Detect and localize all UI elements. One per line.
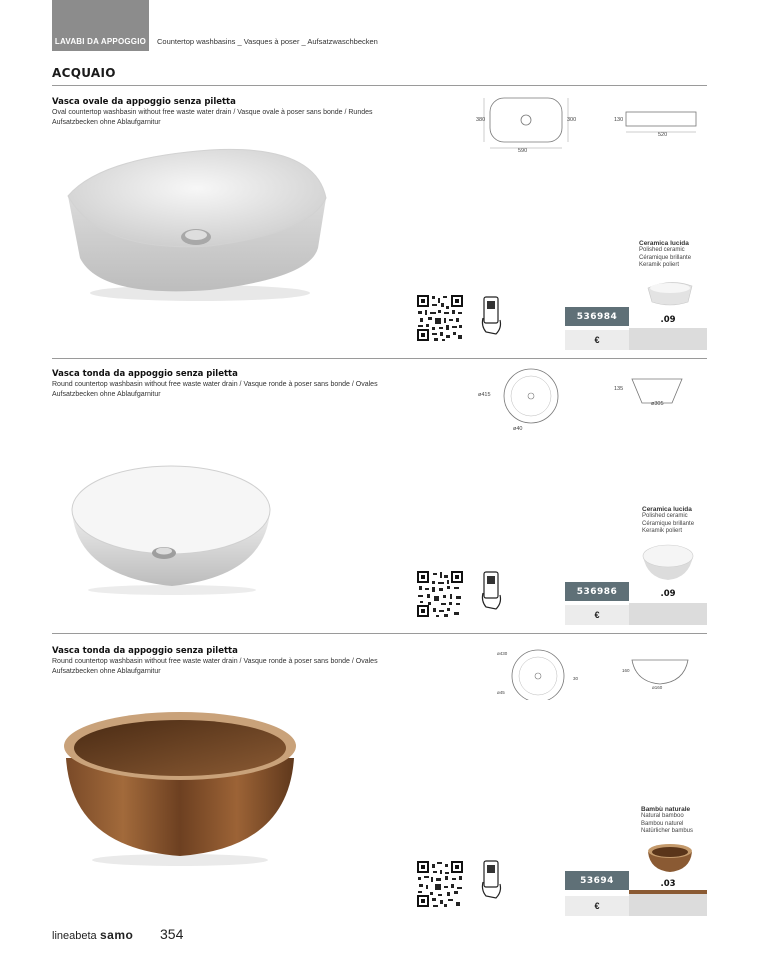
product-title: Vasca tonda da appoggio senza piletta [52,646,238,656]
dimension-label: ø160 [652,685,663,690]
divider [52,633,707,634]
dimension-label: 135 [614,386,624,392]
finish-line: Céramique brillante [642,520,695,527]
finish-code: .03 [629,875,707,892]
qr-code[interactable] [416,294,464,342]
product-description: Round countertop washbasin without free waste water drain / Vasque ronde à poser sans bonde / Ovales Aufsatzbecken ohne Ablaufgarnitur [52,658,378,675]
category-tab [52,0,149,51]
dimension-label: 300 [567,117,577,123]
finish-line: Polished ceramic [642,513,688,520]
price-cell [629,894,707,916]
product-code: 536986 [565,582,629,601]
dimension-label: ø40 [513,426,523,432]
finish-line: Keramik poliert [642,528,683,535]
qr-code[interactable] [416,860,464,908]
dimension-label: 160 [622,668,630,673]
finish-line: Natürlicher bambus [641,828,694,835]
finish-line: Céramique brillante [639,254,692,261]
price-cell [629,603,707,625]
product-description: Round countertop washbasin without free waste water drain / Vasque ronde à poser sans bonde / Ovales Aufsatzbecken ohne Ablaufgarnitur [52,381,378,398]
category-label: LAVABI DA APPOGGIO [54,37,147,46]
currency-label: € [565,605,629,625]
phone-scan-icon [480,296,504,336]
phone-scan-icon [480,860,504,900]
divider [52,358,707,359]
technical-drawing [496,366,696,426]
finish-title: Ceramica lucida [642,506,692,513]
divider [52,85,707,86]
currency-label: € [565,330,629,350]
finish-title: Ceramica lucida [639,240,689,247]
finish-info [641,806,693,836]
finish-info [639,240,691,270]
finish-code: .09 [629,311,707,328]
dimension-label: ø45 [497,690,505,695]
finish-info [642,506,694,536]
price-cell [629,328,707,350]
finish-thumbnail [641,542,695,582]
finish-thumbnail [646,278,694,308]
dimension-label: ø305 [651,401,664,407]
finish-title: Bambù naturale [641,806,691,813]
dimension-label: 30 [573,676,579,681]
qr-code[interactable] [416,570,464,618]
finish-line: Polished ceramic [639,247,685,254]
product-title: Vasca tonda da appoggio senza piletta [52,369,238,379]
currency-label: € [565,896,629,916]
dimension-label: ø415 [478,392,491,398]
finish-line: Keramik poliert [639,262,680,269]
dimension-label: ø430 [497,651,508,656]
brand-name-b: samo [100,928,134,942]
footer-brand [52,928,133,942]
brand-name-a: lineabeta [52,930,97,942]
product-image [68,464,274,596]
product-title: Vasca ovale da appoggio senza piletta [52,97,236,107]
page-number: 354 [160,926,184,942]
technical-drawing [474,94,704,156]
phone-scan-icon [480,571,504,611]
product-image [60,708,300,868]
finish-line: Bambou naturel [641,820,684,827]
dimension-label: 590 [518,148,528,154]
finish-thumbnail [646,842,694,874]
dimension-label: 130 [614,117,624,123]
product-code: 53694 [565,871,629,890]
dimension-label: 520 [658,132,668,138]
product-image [60,138,332,306]
finish-line: Natural bamboo [641,813,684,820]
dimension-label: 380 [476,117,486,123]
finish-code: .09 [629,585,707,602]
technical-drawing [500,646,700,700]
product-description: Oval countertop washbasin without free waste water drain / Vasque ovale à poser sans bonde / Rundes Aufsatzbecken ohne Ablaufgarnitur [52,109,373,126]
product-code: 536984 [565,307,629,326]
category-subtitle: Countertop washbasins _ Vasques à poser _ Aufsatzwaschbecken [157,37,378,46]
section-title: ACQUAIO [52,66,116,80]
